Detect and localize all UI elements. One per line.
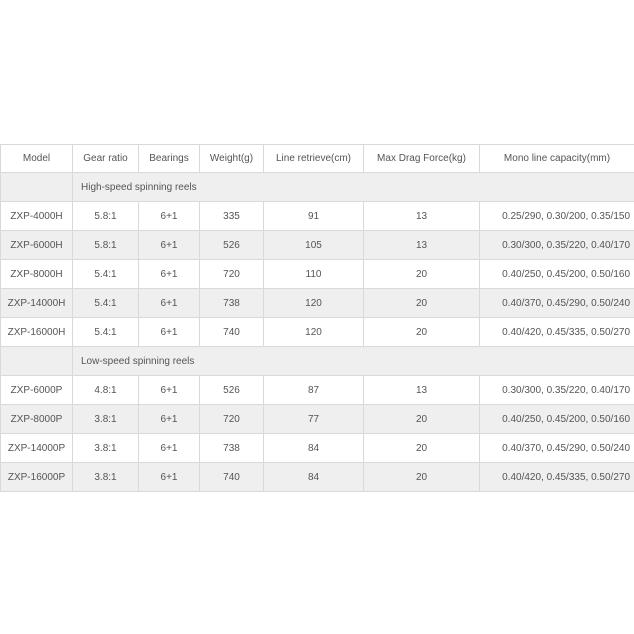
gear-ratio-cell: 5.4:1 bbox=[73, 289, 139, 318]
model-cell: ZXP-8000H bbox=[1, 260, 73, 289]
header-gear-ratio: Gear ratio bbox=[73, 145, 139, 173]
weight-cell: 335 bbox=[200, 202, 264, 231]
line-retrieve-cell: 84 bbox=[264, 463, 364, 492]
gear-ratio-cell: 3.8:1 bbox=[73, 463, 139, 492]
bearings-cell: 6+1 bbox=[139, 405, 200, 434]
mono-capacity-cell: 0.40/250, 0.45/200, 0.50/160 bbox=[480, 260, 634, 289]
max-drag-cell: 13 bbox=[364, 376, 480, 405]
group-spacer-cell bbox=[1, 173, 73, 202]
weight-cell: 738 bbox=[200, 434, 264, 463]
gear-ratio-cell: 5.4:1 bbox=[73, 318, 139, 347]
max-drag-cell: 20 bbox=[364, 318, 480, 347]
bearings-cell: 6+1 bbox=[139, 289, 200, 318]
max-drag-cell: 13 bbox=[364, 202, 480, 231]
table-row bbox=[1, 434, 634, 463]
table-row bbox=[1, 318, 634, 347]
max-drag-cell: 20 bbox=[364, 289, 480, 318]
gear-ratio-cell: 5.8:1 bbox=[73, 202, 139, 231]
header-line-retrieve: Line retrieve(cm) bbox=[264, 145, 364, 173]
mono-capacity-cell: 0.25/290, 0.30/200, 0.35/150 bbox=[480, 202, 634, 231]
bearings-cell: 6+1 bbox=[139, 260, 200, 289]
mono-capacity-cell: 0.40/250, 0.45/200, 0.50/160 bbox=[480, 405, 634, 434]
line-retrieve-cell: 105 bbox=[264, 231, 364, 260]
group-title: Low-speed spinning reels bbox=[73, 347, 634, 376]
weight-cell: 526 bbox=[200, 376, 264, 405]
weight-cell: 526 bbox=[200, 231, 264, 260]
bearings-cell: 6+1 bbox=[139, 318, 200, 347]
table-row bbox=[1, 231, 634, 260]
max-drag-cell: 13 bbox=[364, 231, 480, 260]
gear-ratio-cell: 5.4:1 bbox=[73, 260, 139, 289]
bearings-cell: 6+1 bbox=[139, 463, 200, 492]
model-cell: ZXP-14000H bbox=[1, 289, 73, 318]
weight-cell: 740 bbox=[200, 463, 264, 492]
header-weight: Weight(g) bbox=[200, 145, 264, 173]
model-cell: ZXP-16000P bbox=[1, 463, 73, 492]
table-row bbox=[1, 463, 634, 492]
bearings-cell: 6+1 bbox=[139, 434, 200, 463]
line-retrieve-cell: 120 bbox=[264, 289, 364, 318]
table-row bbox=[1, 289, 634, 318]
weight-cell: 720 bbox=[200, 405, 264, 434]
mono-capacity-cell: 0.40/420, 0.45/335, 0.50/270 bbox=[480, 463, 634, 492]
weight-cell: 720 bbox=[200, 260, 264, 289]
max-drag-cell: 20 bbox=[364, 260, 480, 289]
table-row bbox=[1, 202, 634, 231]
header-max-drag: Max Drag Force(kg) bbox=[364, 145, 480, 173]
bearings-cell: 6+1 bbox=[139, 231, 200, 260]
line-retrieve-cell: 77 bbox=[264, 405, 364, 434]
line-retrieve-cell: 110 bbox=[264, 260, 364, 289]
header-bearings: Bearings bbox=[139, 145, 200, 173]
gear-ratio-cell: 3.8:1 bbox=[73, 405, 139, 434]
model-cell: ZXP-16000H bbox=[1, 318, 73, 347]
header-row bbox=[1, 145, 634, 173]
table-row bbox=[1, 405, 634, 434]
model-cell: ZXP-4000H bbox=[1, 202, 73, 231]
table-body bbox=[1, 173, 634, 492]
model-cell: ZXP-6000P bbox=[1, 376, 73, 405]
group-title: High-speed spinning reels bbox=[73, 173, 634, 202]
table-row bbox=[1, 260, 634, 289]
spec-table bbox=[0, 144, 634, 492]
max-drag-cell: 20 bbox=[364, 463, 480, 492]
line-retrieve-cell: 87 bbox=[264, 376, 364, 405]
max-drag-cell: 20 bbox=[364, 405, 480, 434]
bearings-cell: 6+1 bbox=[139, 202, 200, 231]
weight-cell: 740 bbox=[200, 318, 264, 347]
gear-ratio-cell: 3.8:1 bbox=[73, 434, 139, 463]
gear-ratio-cell: 4.8:1 bbox=[73, 376, 139, 405]
model-cell: ZXP-8000P bbox=[1, 405, 73, 434]
line-retrieve-cell: 84 bbox=[264, 434, 364, 463]
line-retrieve-cell: 91 bbox=[264, 202, 364, 231]
table-row bbox=[1, 376, 634, 405]
line-retrieve-cell: 120 bbox=[264, 318, 364, 347]
max-drag-cell: 20 bbox=[364, 434, 480, 463]
group-spacer-cell bbox=[1, 347, 73, 376]
weight-cell: 738 bbox=[200, 289, 264, 318]
group-header-row bbox=[1, 173, 634, 202]
mono-capacity-cell: 0.30/300, 0.35/220, 0.40/170 bbox=[480, 231, 634, 260]
header-mono-capacity: Mono line capacity(mm) bbox=[480, 145, 634, 173]
model-cell: ZXP-6000H bbox=[1, 231, 73, 260]
mono-capacity-cell: 0.30/300, 0.35/220, 0.40/170 bbox=[480, 376, 634, 405]
model-cell: ZXP-14000P bbox=[1, 434, 73, 463]
header-model: Model bbox=[1, 145, 73, 173]
mono-capacity-cell: 0.40/370, 0.45/290, 0.50/240 bbox=[480, 434, 634, 463]
group-header-row bbox=[1, 347, 634, 376]
bearings-cell: 6+1 bbox=[139, 376, 200, 405]
mono-capacity-cell: 0.40/370, 0.45/290, 0.50/240 bbox=[480, 289, 634, 318]
gear-ratio-cell: 5.8:1 bbox=[73, 231, 139, 260]
mono-capacity-cell: 0.40/420, 0.45/335, 0.50/270 bbox=[480, 318, 634, 347]
